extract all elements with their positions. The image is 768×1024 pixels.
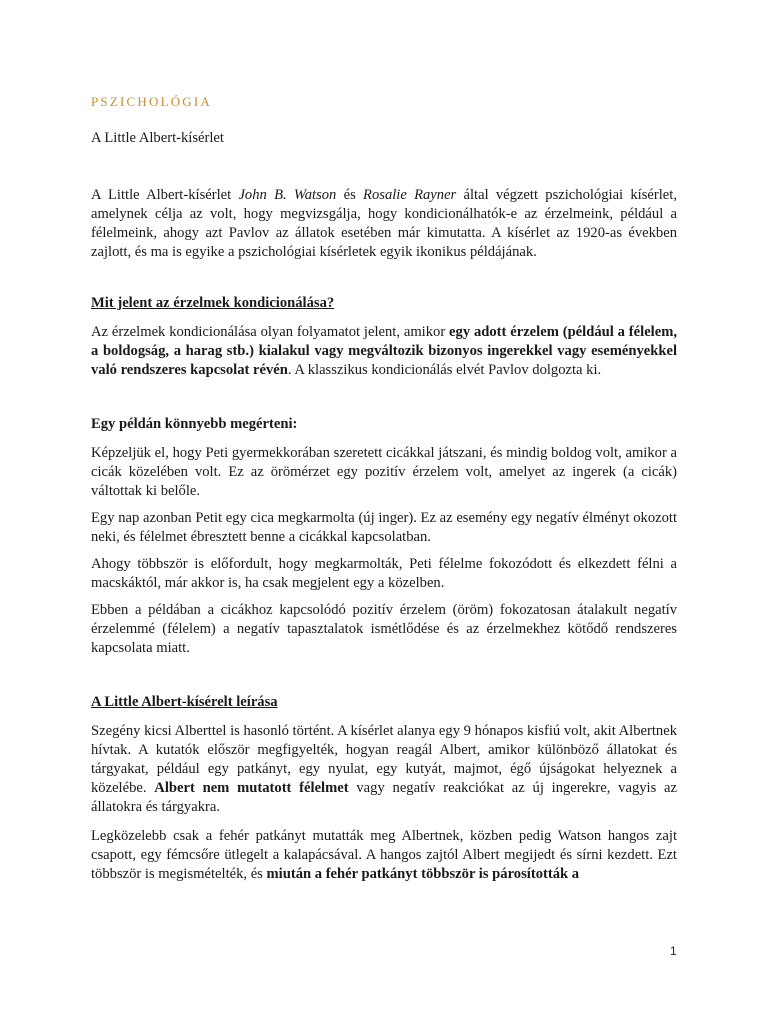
intro-text-1: A Little Albert-kísérlet xyxy=(91,187,239,203)
intro-paragraph xyxy=(91,186,677,262)
section-heading-example: Egy példán könnyebb megérteni: xyxy=(91,416,298,432)
intro-text-3: által végzett pszichológiai kísérlet, amelynek célja az volt, hogy megvizsgálja, hogy kondicionálhatók-e az érzelmeink, például a félelmeink, ahogy azt Pavlov az állatok esetében már kimutatta. A kísérlet az 1920-as években zajlott, és ma is egyike a pszichológiai kísérletek egyik ikonikus példájának. xyxy=(91,187,677,260)
experiment-paragraph-1 xyxy=(91,722,677,817)
experiment-paragraph-2 xyxy=(91,827,677,884)
experiment-text-2: vagy negatív reakciókat az új ingerekre, vagyis az állatokra és tárgyakra. xyxy=(91,780,677,815)
experiment-bold-2: miután a fehér patkányt többször is párosították a xyxy=(266,866,580,882)
experiment-text-1: Szegény kicsi Alberttel is hasonló történt. A kísérlet alanya egy 9 hónapos kisfiú volt, akit Albertnek hívtak. A kutatók először megfigyelték, hogyan reagál Albert, amikor különböző állatokat és tárgyakat, például egy patkányt, egy nyulat, egy kutyát, majmot, égő újságokat helyeznek a közelébe. xyxy=(91,723,677,796)
experiment-bold-1: Albert nem mutatott félelmet xyxy=(154,780,349,796)
example-paragraph-3: Ahogy többször is előfordult, hogy megkarmolták, Peti félelme fokozódott és elkezdett félni a macskáktól, már akkor is, ha csak megjelent egy a közelben. xyxy=(91,556,677,591)
document-title: A Little Albert-kísérlet xyxy=(91,130,224,146)
author-rayner: Rosalie Rayner xyxy=(363,187,457,203)
example-paragraph-4: Ebben a példában a cicákhoz kapcsolódó pozitív érzelem (öröm) fokozatosan átalakult negatív érzelemmé (félelem) a negatív tapasztalatok ismétlődése és az érzelmekhez kötődő rendszeres kapcsolata miatt. xyxy=(91,602,677,656)
conditioning-text-2: . A klasszikus kondicionálás elvét Pavlov dolgozta ki. xyxy=(287,362,602,378)
example-paragraph-2: Egy nap azonban Petit egy cica megkarmolta (új inger). Ez az esemény egy negatív élményt okozott neki, és félelmet ébresztett benne a cicákkal kapcsolatban. xyxy=(91,510,677,545)
author-watson: John B. Watson xyxy=(238,187,337,203)
intro-text-2: és xyxy=(336,187,364,203)
example-paragraph-1: Képzeljük el, hogy Peti gyermekkorában szeretett cicákkal játszani, és mindig boldog volt, amikor a cicák közelében volt. Ez az örömérzet egy pozitív érzelem volt, amelyet az ingerek (a cicák) váltottak ki belőle. xyxy=(91,445,677,499)
conditioning-text-1: Az érzelmek kondicionálása olyan folyamatot jelent, amikor xyxy=(91,324,450,340)
conditioning-paragraph xyxy=(91,323,677,380)
experiment-text-3: Legközelebb csak a fehér patkányt mutatták meg Albertnek, közben pedig Watson hangos zajt csapott, egy fémcsőre ütlegelt a kalapácsával. A hangos zajtól Albert megijedt és sírni kezdett. Ezt többször is megismételték, és xyxy=(91,828,677,882)
section-heading-conditioning: Mit jelent az érzelmek kondicionálása? xyxy=(91,295,335,311)
document-page xyxy=(91,92,677,884)
conditioning-bold: egy adott érzelem (például a félelem, a boldogság, a harag stb.) kialakul vagy megváltozik bizonyos ingerekkel vagy eseményekkel való rendszeres kapcsolat révén xyxy=(91,324,678,378)
page-number: 1 xyxy=(670,944,677,958)
section-heading-experiment: A Little Albert-kísérelt leírása xyxy=(91,694,278,710)
category-heading: PSZICHOLÓGIA xyxy=(91,94,213,109)
